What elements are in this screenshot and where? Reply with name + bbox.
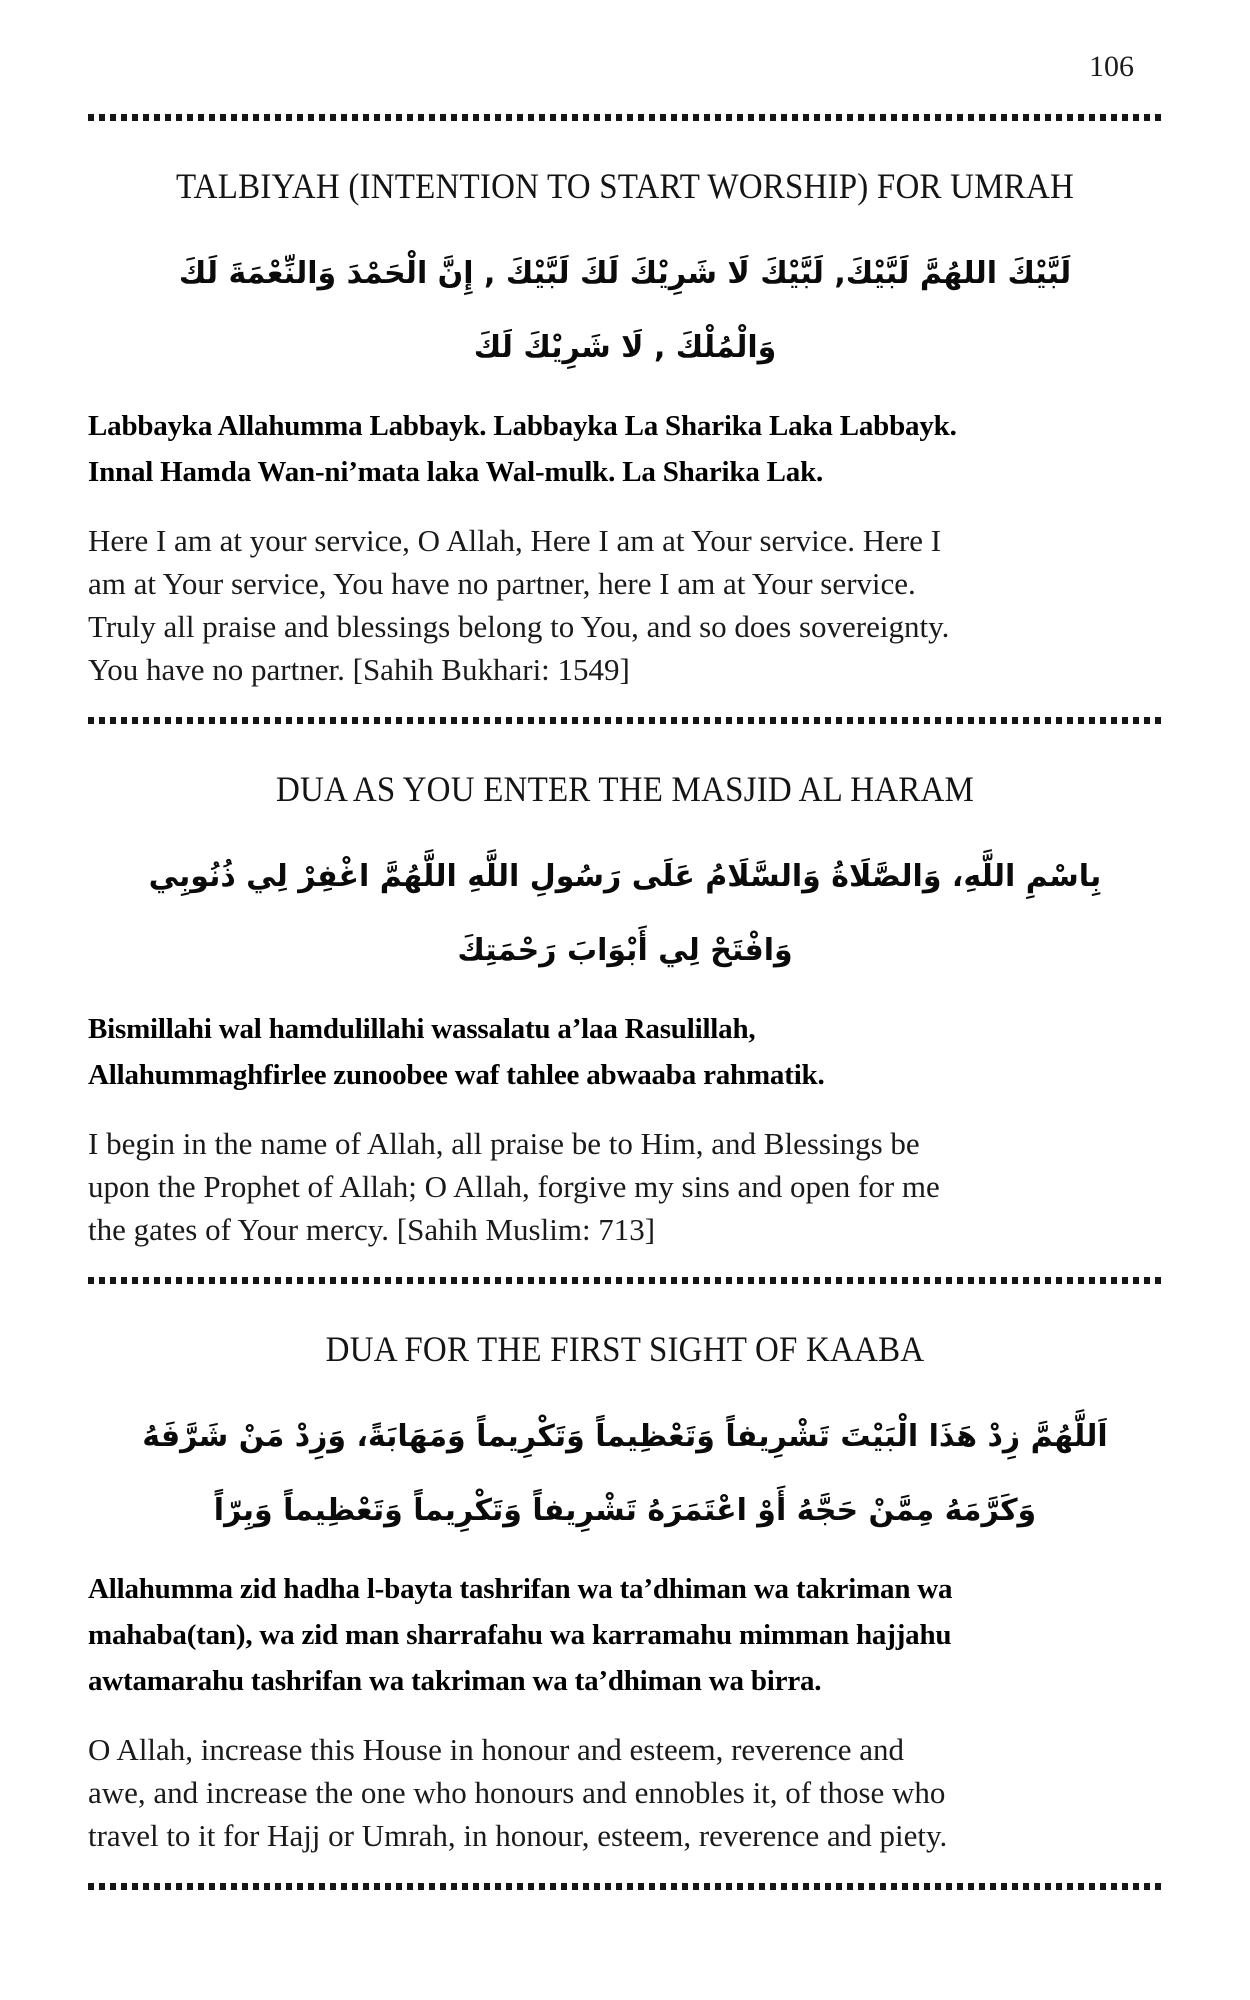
translation-line: Truly all praise and blessings belong to You, and so does sovereignty. (88, 609, 950, 644)
arabic-line: وَكَرَّمَهُ مِمَّنْ حَجَّهُ أَوْ اعْتَمَرَهُ تَشْرِيفاً وَتَكْرِيماً وَتَعْظِيماً وَبِرّاً (213, 1493, 1037, 1528)
transliteration-line: Labbayka Allahumma Labbayk. Labbayka La Sharika Laka Labbayk. (88, 410, 957, 442)
translation-text (88, 1122, 1162, 1251)
transliteration-text (88, 403, 1162, 495)
translation-line: the gates of Your mercy. [Sahih Muslim: 713] (88, 1212, 656, 1247)
transliteration-text (88, 1006, 1162, 1098)
dotted-divider (88, 717, 1162, 724)
translation-line: O Allah, increase this House in honour and esteem, reverence and (88, 1732, 905, 1767)
section-heading: DUA AS YOU ENTER THE MASJID AL HARAM (275, 770, 975, 810)
translation-line: awe, and increase the one who honours and ennobles it, of those who (88, 1775, 946, 1810)
arabic-line: اَللَّهُمَّ زِدْ هَذَا الْبَيْتَ تَشْرِيفاً وَتَعْظِيماً وَتَكْرِيماً وَمَهَابَةً، وَزِدْ مَنْ شَرَّفَهُ (142, 1419, 1108, 1454)
translation-line: I begin in the name of Allah, all praise be to Him, and Blessings be (88, 1126, 920, 1161)
translation-line: Here I am at your service, O Allah, Here I am at Your service. Here I (88, 523, 942, 558)
arabic-text (88, 840, 1162, 988)
transliteration-line: Allahumma zid hadha l-bayta tashrifan wa ta’dhiman wa takriman wa (88, 1573, 953, 1605)
dotted-divider (88, 1883, 1162, 1890)
arabic-text (88, 1400, 1162, 1548)
translation-line: travel to it for Hajj or Umrah, in honour, esteem, reverence and piety. (88, 1818, 948, 1853)
section-heading: TALBIYAH (INTENTION TO START WORSHIP) FOR UMRAH (175, 167, 1075, 207)
translation-line: am at Your service, You have no partner, here I am at Your service. (88, 566, 916, 601)
section-dua-first-sight-of-kaaba (88, 1330, 1162, 1857)
transliteration-line: Innal Hamda Wan-ni’mata laka Wal-mulk. La Sharika Lak. (88, 456, 824, 488)
section-dua-enter-masjid-al-haram (88, 770, 1162, 1251)
section-heading: DUA FOR THE FIRST SIGHT OF KAABA (325, 1330, 925, 1370)
arabic-line: وَالْمُلْكَ , لَا شَرِيْكَ لَكَ (473, 330, 777, 365)
section-talbiyah-for-umrah (88, 167, 1162, 691)
translation-line: upon the Prophet of Allah; O Allah, forgive my sins and open for me (88, 1169, 940, 1204)
page-number: 106 (1089, 50, 1134, 83)
transliteration-line: Bismillahi wal hamdulillahi wassalatu a’laa Rasulillah, (88, 1013, 756, 1045)
arabic-text (88, 237, 1162, 385)
transliteration-line: Allahummaghfirlee zunoobee waf tahlee abwaaba rahmatik. (88, 1059, 825, 1091)
transliteration-line: mahaba(tan), wa zid man sharrafahu wa karramahu mimman hajjahu (88, 1619, 952, 1651)
translation-text (88, 1728, 1162, 1857)
dotted-divider (88, 114, 1162, 121)
translation-line: You have no partner. [Sahih Bukhari: 1549] (88, 652, 630, 687)
arabic-line: وَافْتَحْ لِي أَبْوَابَ رَحْمَتِكَ (457, 933, 793, 968)
arabic-line: لَبَّيْكَ اللهُمَّ لَبَّيْكَ, لَبَّيْكَ لَا شَرِيْكَ لَكَ لَبَّيْكَ , إِنَّ الْحَمْدَ وَالنِّعْمَةَ لَكَ (178, 256, 1072, 291)
translation-text (88, 519, 1162, 691)
arabic-line: بِاسْمِ اللَّهِ، وَالصَّلَاةُ وَالسَّلَامُ عَلَى رَسُولِ اللَّهِ اللَّهُمَّ اغْفِرْ لِي ذُنُوبِي (148, 859, 1102, 894)
transliteration-line: awtamarahu tashrifan wa takriman wa ta’dhiman wa birra. (88, 1665, 822, 1697)
transliteration-text (88, 1566, 1162, 1704)
dotted-divider (88, 1277, 1162, 1284)
